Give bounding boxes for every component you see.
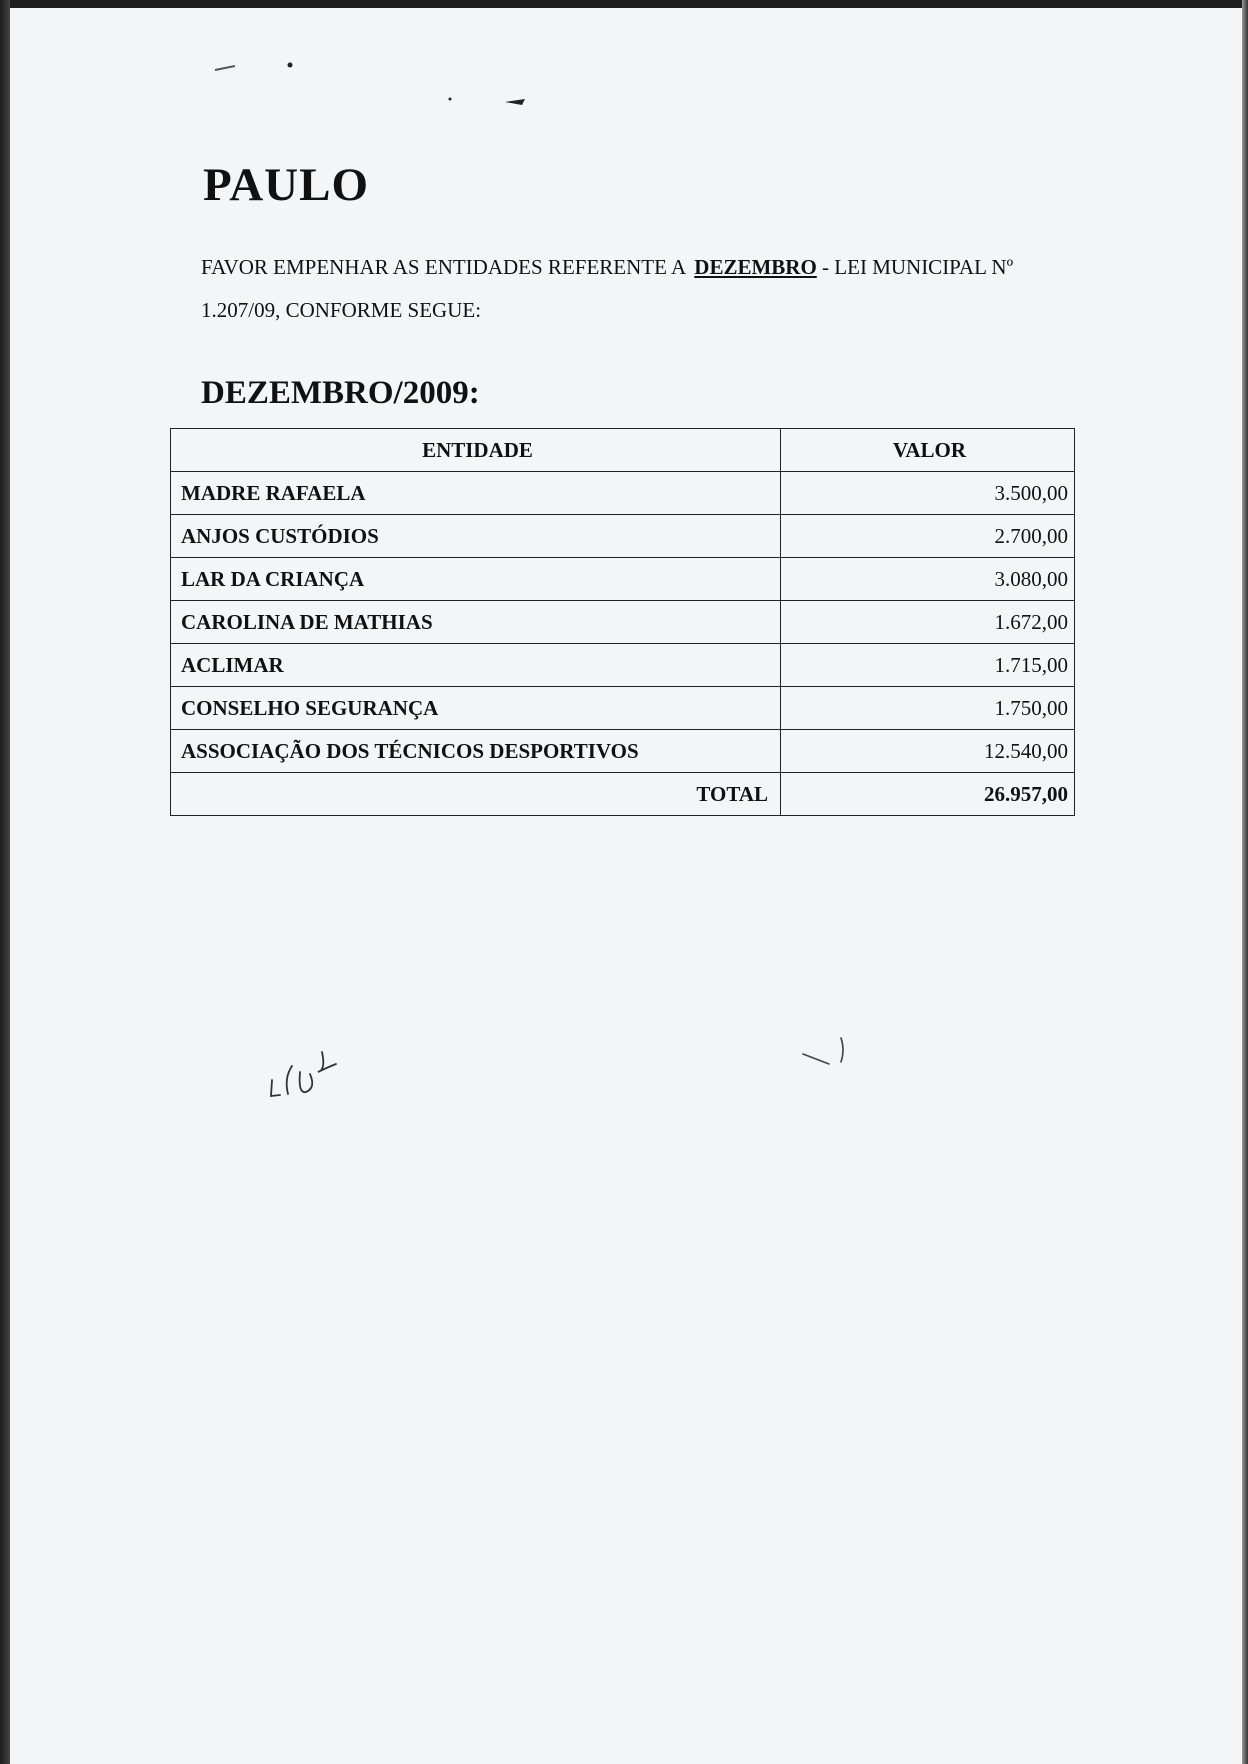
entidade-cell: CAROLINA DE MATHIAS	[171, 601, 781, 644]
valor-cell: 1.715,00	[781, 644, 1075, 687]
table-row	[171, 730, 1075, 773]
entidade-cell: ANJOS CUSTÓDIOS	[171, 515, 781, 558]
valor-cell: 12.540,00	[781, 730, 1075, 773]
table-row	[171, 601, 1075, 644]
table-header-row	[171, 429, 1075, 472]
table-row	[171, 472, 1075, 515]
total-row	[171, 773, 1075, 816]
intro-paragraph	[201, 246, 1071, 332]
scan-border-left	[0, 0, 10, 1764]
table-row	[171, 558, 1075, 601]
entidade-cell: ACLIMAR	[171, 644, 781, 687]
valor-cell: 2.700,00	[781, 515, 1075, 558]
intro-text-before: FAVOR EMPENHAR AS ENTIDADES REFERENTE A	[201, 255, 686, 279]
document-page	[10, 8, 1246, 1764]
valor-cell: 1.750,00	[781, 687, 1075, 730]
table-row	[171, 644, 1075, 687]
section-title: DEZEMBRO/2009:	[201, 375, 480, 411]
document-title: PAULO	[203, 159, 370, 211]
handwritten-mark	[795, 1028, 865, 1078]
entidade-cell: CONSELHO SEGURANÇA	[171, 687, 781, 730]
scan-border-top	[0, 0, 1248, 8]
intro-month: DEZEMBRO	[694, 255, 817, 279]
header-valor: VALOR	[781, 429, 1075, 472]
scan-border-right	[1242, 0, 1248, 1764]
header-entidade: ENTIDADE	[171, 429, 781, 472]
total-value: 26.957,00	[781, 773, 1075, 816]
total-label: TOTAL	[171, 773, 781, 816]
table-row	[171, 515, 1075, 558]
valor-cell: 3.080,00	[781, 558, 1075, 601]
scan-marks	[10, 8, 1246, 128]
intro-text-after: - LEI MUNICIPAL Nº 1.207/09, CONFORME SEGUE:	[201, 255, 1014, 322]
valor-cell: 3.500,00	[781, 472, 1075, 515]
entities-table	[170, 428, 1075, 816]
entidade-cell: LAR DA CRIANÇA	[171, 558, 781, 601]
valor-cell: 1.672,00	[781, 601, 1075, 644]
entidade-cell: MADRE RAFAELA	[171, 472, 781, 515]
entidade-cell: ASSOCIAÇÃO DOS TÉCNICOS DESPORTIVOS	[171, 730, 781, 773]
table-row	[171, 687, 1075, 730]
handwritten-note	[260, 1038, 370, 1108]
